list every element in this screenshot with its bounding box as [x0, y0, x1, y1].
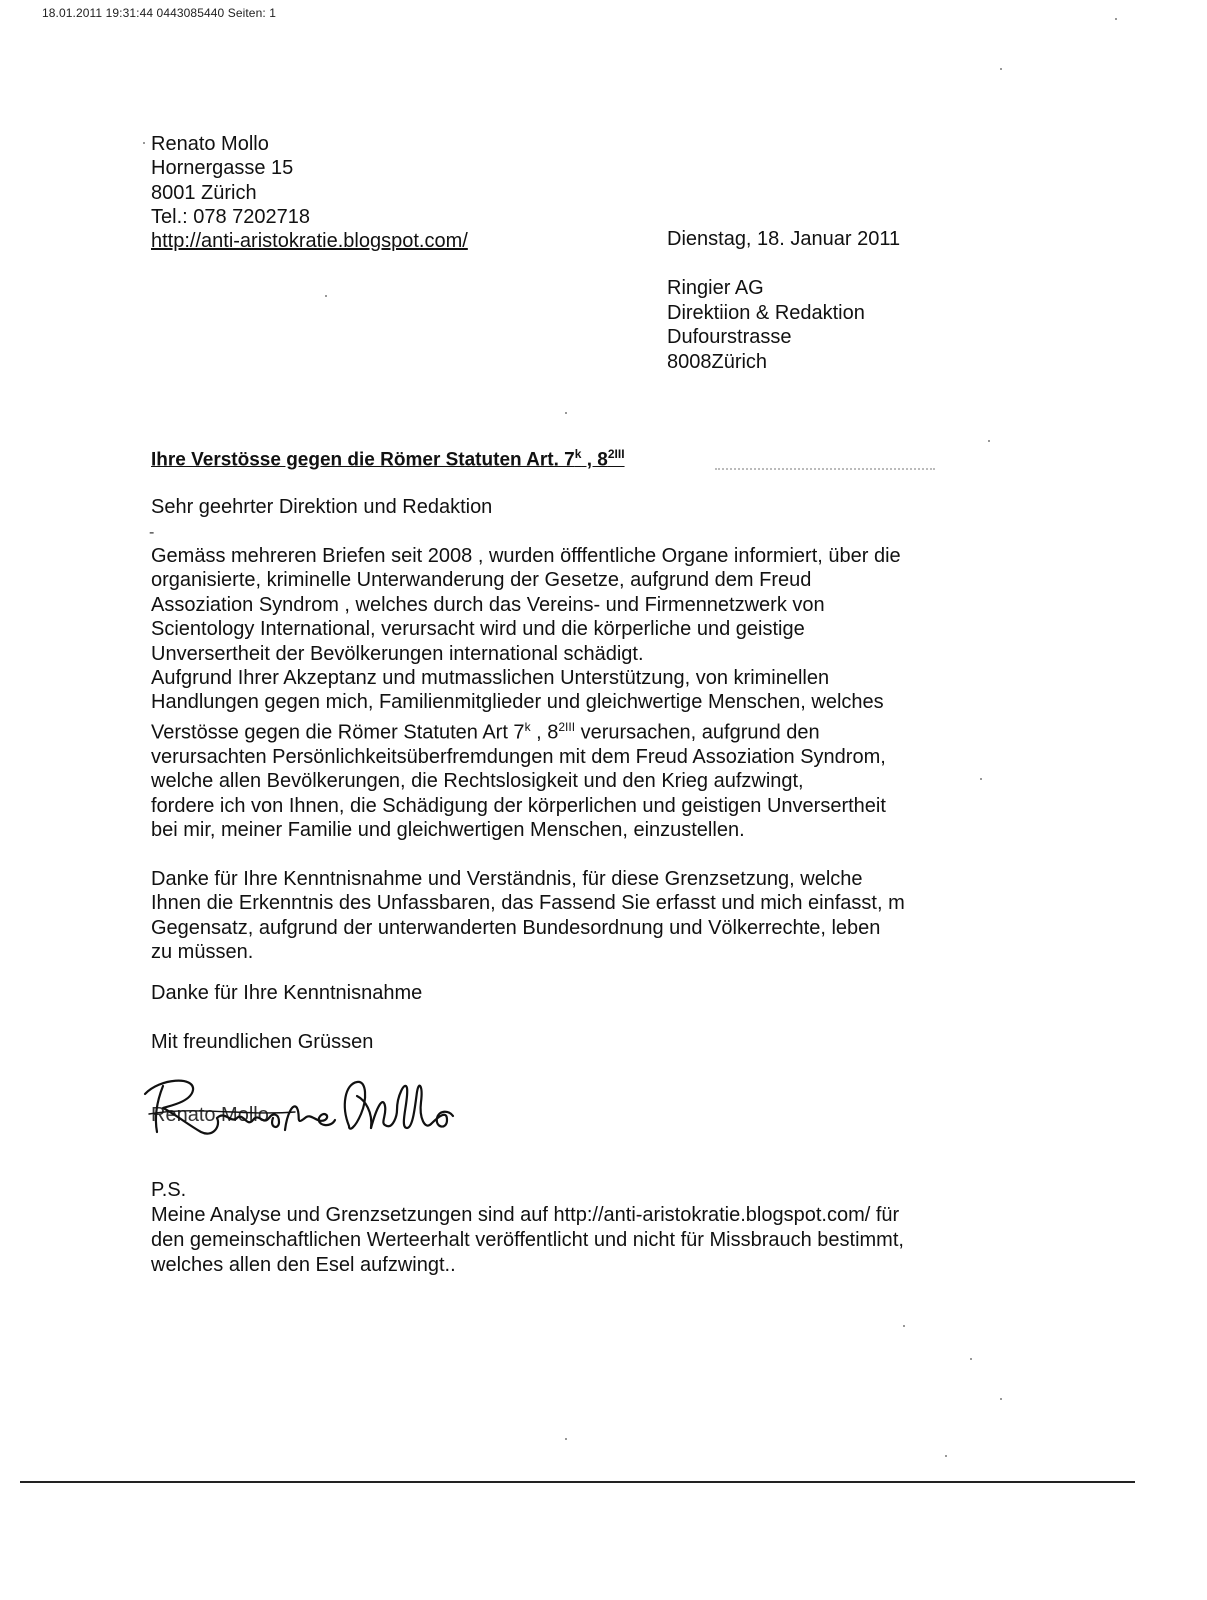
scan-speck	[325, 295, 327, 297]
ps-line: welches allen den Esel aufzwingt..	[151, 1254, 456, 1276]
subject-sup-2iii: 2III	[607, 447, 625, 461]
paragraph3-line: Ihnen die Erkenntnis des Unfassbaren, das Fassend Sie erfasst und mich einfasst, m	[151, 892, 905, 915]
handwritten-signature	[135, 1066, 475, 1146]
sender-address	[151, 132, 468, 253]
ps-label: P.S.	[151, 1179, 187, 1201]
scan-speck	[903, 1325, 905, 1327]
thanks-line: Danke für Ihre Kenntnisnahme	[151, 982, 423, 1004]
scan-speck	[143, 142, 145, 144]
paragraph1-line: Assoziation Syndrom , welches durch das Vereins- und Firmennetzwerk von	[151, 593, 825, 616]
fax-header: 18.01.2011 19:31:44 0443085440 Seiten: 1	[42, 6, 276, 20]
sender-url: http://anti-aristokratie.blogspot.com/	[151, 230, 468, 253]
paragraph2-line: verursachten Persönlichkeitsüberfremdungen mit dem Freud Assoziation Syndrom,	[151, 745, 886, 768]
scan-speck	[565, 1438, 567, 1440]
scan-speck	[1000, 1398, 1002, 1400]
letter-date: Dienstag, 18. Januar 2011	[667, 228, 901, 250]
paragraph1-line: Gemäss mehreren Briefen seit 2008 , wurden öfffentliche Organe informiert, über die	[151, 545, 901, 567]
paragraph3-line: Danke für Ihre Kenntnisnahme und Verständnis, für diese Grenzsetzung, welche	[151, 867, 863, 890]
scan-speck	[980, 778, 982, 780]
paragraph2-line: bei mir, meiner Familie und gleichwertigen Menschen, einzustellen.	[151, 819, 745, 842]
paragraph-gap	[151, 843, 905, 867]
sender-name: Renato Mollo	[151, 133, 269, 155]
scan-speck	[945, 1455, 947, 1457]
scan-speck	[1115, 18, 1117, 20]
paragraph2-line: welche allen Bevölkerungen, die Rechtslosigkeit und den Krieg aufzwingt,	[151, 770, 804, 793]
recipient-city: 8008Zürich	[667, 350, 768, 373]
typed-signature-name: Renato Mollo	[151, 1104, 269, 1126]
paragraph1-line: organisierte, kriminelle Unterwanderung der Gesetze, aufgrund dem Freud	[151, 569, 812, 592]
subject-line	[151, 447, 625, 471]
paragraph3-line: Gegensatz, aufgrund der unterwanderten Bundesordnung und Völkerrechte, leben	[151, 916, 881, 939]
scan-speck	[970, 1358, 972, 1360]
paragraph2-line: Handlungen gegen mich, Familienmitglieder und gleichwertige Menschen, welches	[151, 691, 884, 714]
statute-sup-k: k	[524, 719, 531, 734]
subject-sup-k: k	[574, 447, 582, 461]
scan-speck	[565, 412, 567, 414]
recipient-company: Ringier AG	[667, 277, 764, 299]
recipient-department: Direktiion & Redaktion	[667, 301, 865, 324]
paragraph2-line-statute	[151, 715, 905, 745]
statute-text: Verstösse gegen die Römer Statuten Art 7	[151, 721, 525, 744]
closing-greeting: Mit freundlichen Grüssen	[151, 1031, 374, 1053]
recipient-address	[667, 276, 865, 374]
bottom-rule	[20, 1481, 1135, 1483]
subject-text: Ihre Verstösse gegen die Römer Statuten Art. 7	[151, 449, 575, 471]
dash-mark: -	[149, 524, 155, 541]
sender-phone: Tel.: 078 7202718	[151, 205, 311, 228]
recipient-street: Dufourstrasse	[667, 326, 792, 348]
ps-line: Meine Analyse und Grenzsetzungen sind auf http://anti-aristokratie.blogspot.com/ für	[151, 1204, 900, 1226]
scan-speck	[1000, 68, 1002, 70]
letter-body	[151, 544, 905, 965]
paragraph3-line: zu müssen.	[151, 941, 254, 964]
subject-dotted-trail	[715, 452, 935, 470]
salutation: Sehr geehrter Direktion und Redaktion	[151, 496, 493, 518]
paragraph1-line: Unversertheit der Bevölkerungen international schädigt.	[151, 642, 644, 665]
statute-sup-2iii: 2III	[558, 719, 576, 734]
statute-mid: , 8	[530, 721, 559, 744]
paragraph2-line: fordere ich von Ihnen, die Schädigung der körperlichen und geistigen Unversertheit	[151, 794, 886, 817]
paragraph1-line: Scientology International, verursacht wird und die körperliche und geistige	[151, 618, 805, 641]
subject-mid: , 8	[581, 449, 608, 471]
sender-city: 8001 Zürich	[151, 181, 257, 204]
sender-street: Hornergasse 15	[151, 157, 294, 180]
scan-speck	[988, 440, 990, 442]
ps-line: den gemeinschaftlichen Werteerhalt veröffentlicht und nicht für Missbrauch bestimmt,	[151, 1229, 904, 1251]
postscript	[151, 1178, 904, 1278]
paragraph2-line: Aufgrund Ihrer Akzeptanz und mutmasslichen Unterstützung, von kriminellen	[151, 667, 830, 690]
statute-rest: verursachen, aufgrund den	[575, 721, 820, 744]
